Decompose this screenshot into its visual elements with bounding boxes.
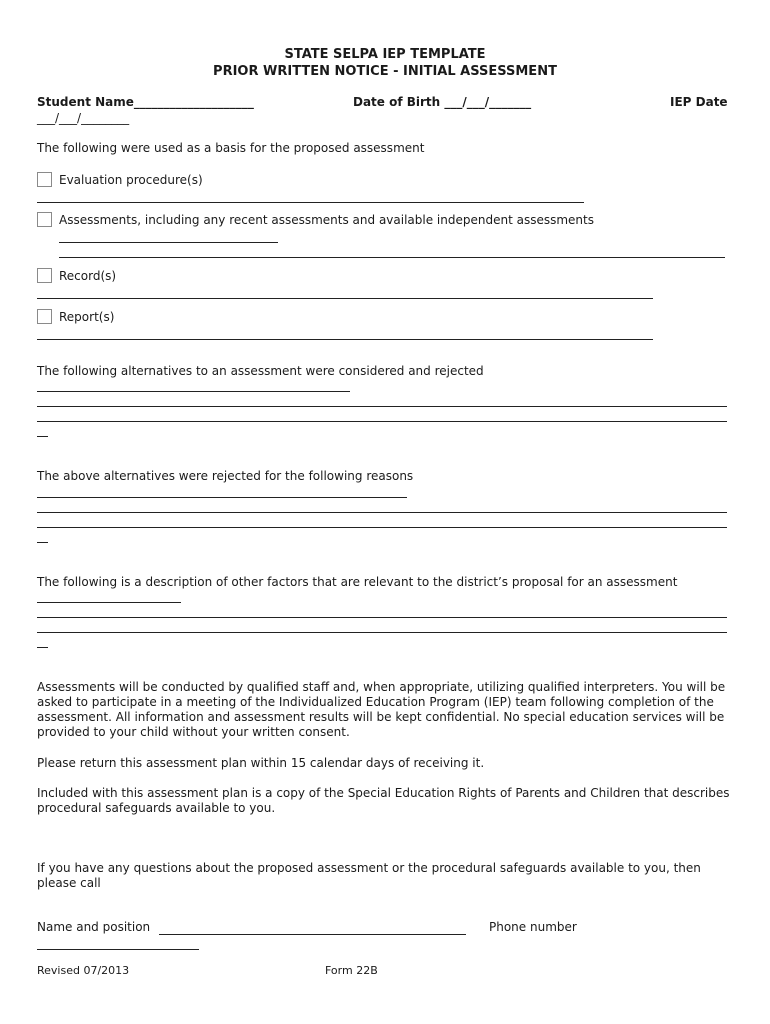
reports-label: Report(s): [59, 310, 115, 324]
alternatives-line-2[interactable]: [37, 406, 727, 407]
factors-line-4[interactable]: [37, 647, 48, 648]
reasons-line-1[interactable]: [37, 497, 407, 498]
alternatives-line-4[interactable]: [37, 436, 48, 437]
evaluation-procedure-label: Evaluation procedure(s): [59, 173, 203, 187]
form-title-line2: PRIOR WRITTEN NOTICE - INITIAL ASSESSMENT: [213, 64, 557, 79]
return-plan-paragraph: Please return this assessment plan within 15 calendar days of receiving it.: [37, 756, 485, 770]
basis-intro: The following were used as a basis for the proposed assessment: [37, 141, 425, 155]
factors-prompt: The following is a description of other factors that are relevant to the district’s proposal for an assessment: [37, 575, 678, 589]
iep-date-label: IEP Date: [670, 95, 728, 109]
records-checkbox[interactable]: [37, 268, 52, 283]
student-name-label: Student Name____________________: [37, 95, 254, 109]
name-position-line[interactable]: [159, 934, 466, 935]
records-line[interactable]: [37, 298, 653, 299]
assessment-info-paragraph: Assessments will be conducted by qualified staff and, when appropriate, utilizing qualified interpreters. You will be asked to participate in a meeting of the Individualized Education Program (IEP) team following completion of the assessment. All information and assessment results will be kept confidential. No special education services will be provided to your child without your written consent.: [37, 680, 726, 739]
records-label: Record(s): [59, 269, 117, 283]
reasons-line-3[interactable]: [37, 527, 727, 528]
reasons-prompt: The above alternatives were rejected for the following reasons: [37, 469, 414, 483]
procedural-safeguards-paragraph: Included with this assessment plan is a copy of the Special Education Rights of Parents and Children that describes procedural safeguards available to you.: [37, 786, 730, 815]
factors-line-1[interactable]: [37, 602, 181, 603]
reports-line[interactable]: [37, 339, 653, 340]
assessments-line-2[interactable]: [59, 257, 725, 258]
reports-checkbox[interactable]: [37, 309, 52, 324]
evaluation-procedure-checkbox[interactable]: [37, 172, 52, 187]
factors-line-3[interactable]: [37, 632, 727, 633]
revised-date: Revised 07/2013: [37, 964, 130, 977]
form-title-line1: STATE SELPA IEP TEMPLATE: [284, 47, 486, 62]
assessments-checkbox[interactable]: [37, 212, 52, 227]
name-position-label: Name and position: [37, 920, 151, 934]
factors-line-2[interactable]: [37, 617, 727, 618]
phone-number-label: Phone number: [489, 920, 577, 934]
alternatives-prompt: The following alternatives to an assessment were considered and rejected: [37, 364, 484, 378]
form-number: Form 22B: [325, 964, 378, 977]
phone-number-line[interactable]: [37, 949, 199, 950]
evaluation-procedure-line[interactable]: [37, 202, 584, 203]
iep-date-blank: ___/___/________: [37, 111, 130, 125]
alternatives-line-3[interactable]: [37, 421, 727, 422]
assessments-line-1[interactable]: [59, 242, 278, 243]
reasons-line-4[interactable]: [37, 542, 48, 543]
date-of-birth-label: Date of Birth ___/___/_______: [353, 95, 532, 109]
assessments-label: Assessments, including any recent assessments and available independent assessments: [59, 213, 594, 227]
reasons-line-2[interactable]: [37, 512, 727, 513]
questions-paragraph: If you have any questions about the proposed assessment or the procedural safeguards available to you, then please call: [37, 861, 701, 890]
alternatives-line-1[interactable]: [37, 391, 350, 392]
